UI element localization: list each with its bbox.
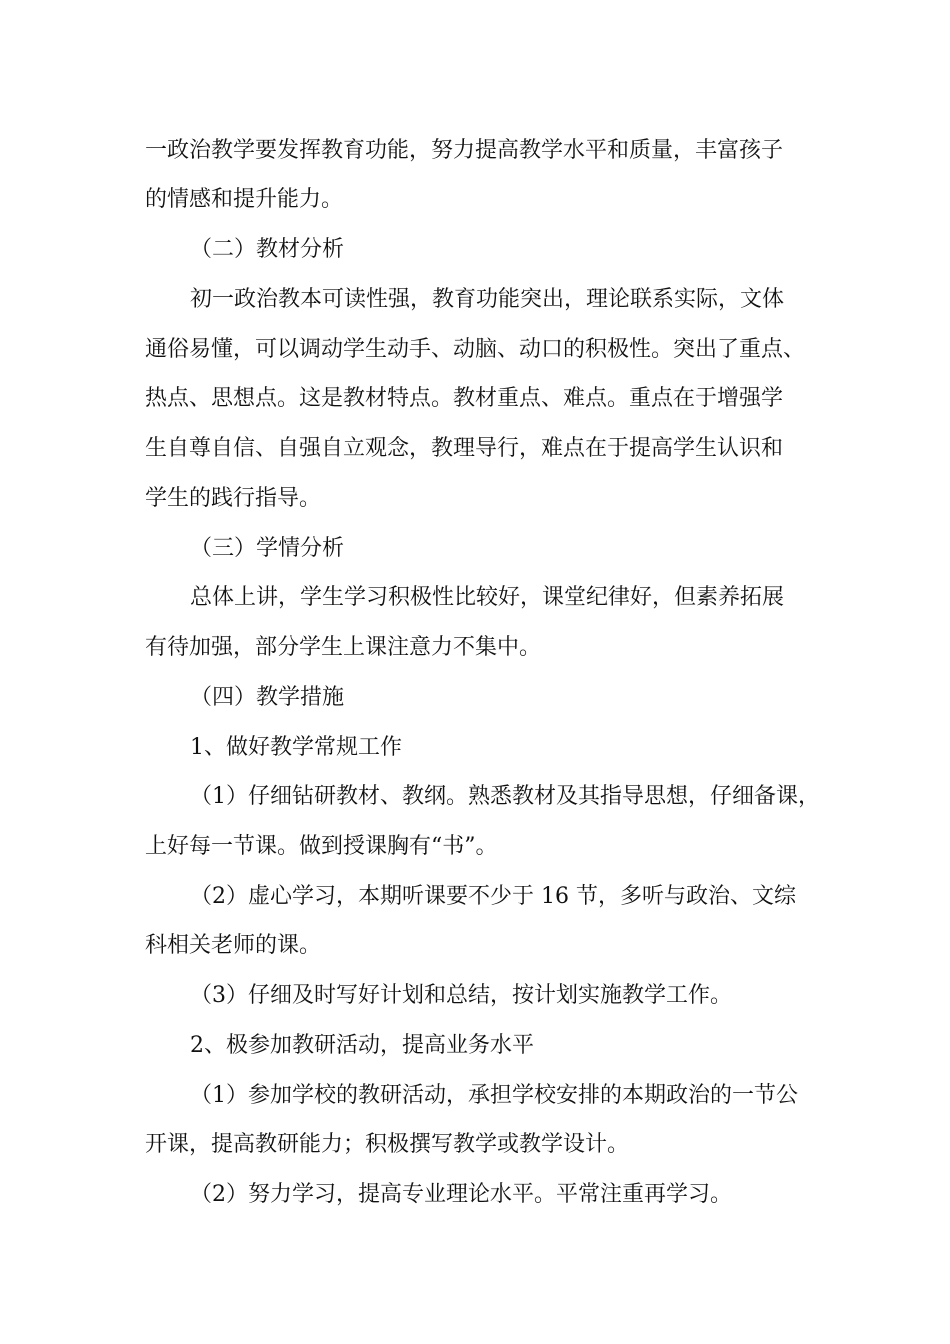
list-item-line: （2）努力学习，提高专业理论水平。平常注重再学习。: [190, 1182, 732, 1207]
list-item-line: 科相关老师的课。: [145, 933, 322, 958]
paragraph-line: 有待加强，部分学生上课注意力不集中。: [145, 635, 542, 660]
paragraph-line: 学生的践行指导。: [145, 486, 322, 511]
paragraph-line: 热点、思想点。这是教材特点。教材重点、难点。重点在于增强学: [145, 386, 784, 411]
list-item-line: （3）仔细及时写好计划和总结，按计划实施教学工作。: [190, 983, 732, 1008]
paragraph-continuation-line: 的情感和提升能力。: [145, 187, 344, 212]
paragraph-line: 初一政治教本可读性强，教育功能突出，理论联系实际，文体: [190, 287, 785, 312]
paragraph-line: 通俗易懂，可以调动学生动手、动脑、动口的积极性。突出了重点、: [145, 337, 806, 362]
section-heading-teaching-measures: （四）教学措施: [190, 685, 345, 710]
section-heading-textbook-analysis: （二）教材分析: [190, 237, 345, 262]
list-item-line: （1）参加学校的教研活动，承担学校安排的本期政治的一节公: [190, 1083, 798, 1108]
paragraph-line: 生自尊自信、自强自立观念，教理导行，难点在于提高学生认识和: [145, 436, 784, 461]
list-item-line: 开课，提高教研能力；积极撰写教学或教学设计。: [145, 1132, 630, 1157]
numbered-heading-1: 1、做好教学常规工作: [190, 735, 402, 760]
numbered-heading-2: 2、极参加教研活动，提高业务水平: [190, 1033, 534, 1058]
list-item-line: 上好每一节课。做到授课胸有“书”。: [145, 834, 498, 859]
paragraph-continuation-line: 一政治教学要发挥教育功能，努力提高教学水平和质量，丰富孩子: [145, 138, 784, 163]
list-item-line: （1）仔细钻研教材、教纲。熟悉教材及其指导思想，仔细备课，: [190, 784, 820, 809]
paragraph-line: 总体上讲，学生学习积极性比较好，课堂纪律好，但素养拓展: [190, 585, 785, 610]
section-heading-student-analysis: （三）学情分析: [190, 536, 345, 561]
list-item-line: （2）虚心学习，本期听课要不少于 16 节，多听与政治、文综: [190, 884, 796, 909]
